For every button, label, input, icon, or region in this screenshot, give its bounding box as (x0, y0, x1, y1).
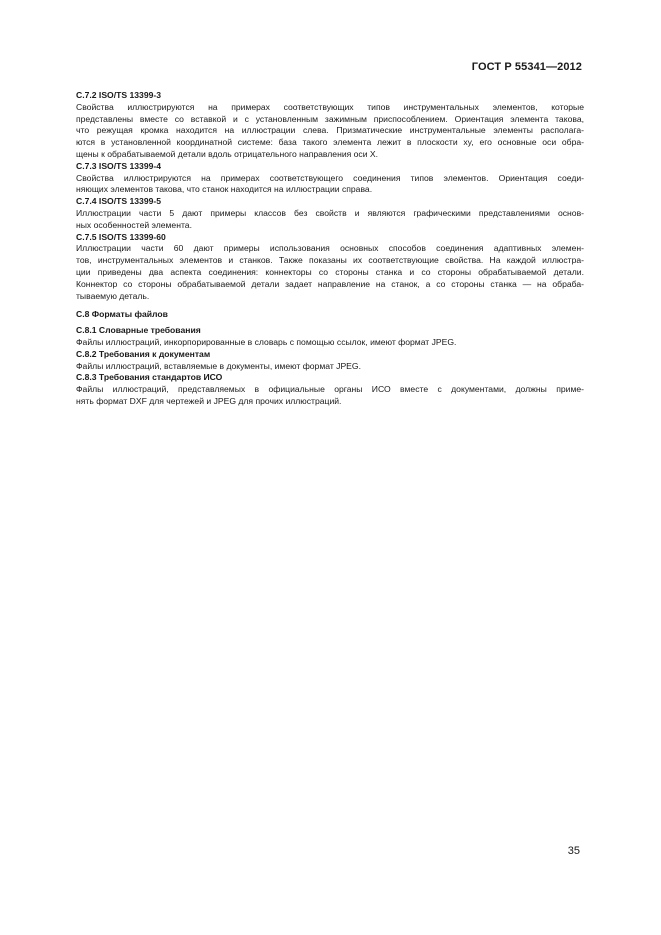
paragraph-line: няющих элементов такова, что станок находится на иллюстрации справа. (76, 184, 373, 195)
section-heading-c8: C.8 Форматы файлов (76, 309, 168, 320)
section-paragraph-c75 (76, 243, 584, 302)
section-heading-c82: C.8.2 Требования к документам (76, 348, 211, 359)
section-heading-c83: C.8.3 Требования стандартов ИСО (76, 372, 223, 383)
paragraph-line: тываемую деталь. (76, 290, 150, 301)
paragraph-line: ции приведены два аспекта соединения: коннекторы со стороны станка и со стороны обрабатываемой детали. (76, 266, 584, 277)
paragraph-line: Файлы иллюстраций, инкорпорированные в словарь с помощью ссылок, имеют формат JPEG. (76, 336, 457, 347)
paragraph-line: Свойства иллюстрируются на примерах соответствующих типов инструментальных элементов, которые (76, 101, 584, 112)
page-number: 35 (567, 845, 580, 857)
section-paragraph-c72 (76, 102, 584, 161)
page-content (76, 90, 584, 408)
section-paragraph-c73 (76, 173, 584, 197)
paragraph-line: ных особенностей элемента. (76, 219, 192, 230)
section-heading-c74: C.7.4 ISO/TS 13399-5 (76, 196, 162, 207)
section-paragraph-c83 (76, 384, 584, 408)
section-heading-c73: C.7.3 ISO/TS 13399-4 (76, 160, 162, 171)
section-paragraph-c74 (76, 208, 584, 232)
section-heading-c75: C.7.5 ISO/TS 13399-60 (76, 231, 166, 242)
paragraph-line: что режущая кромка находится на иллюстрации слева. Призматические инструментальные элементы располага- (76, 125, 584, 136)
spacer (76, 302, 584, 309)
paragraph-line: Иллюстрации части 5 дают примеры классов без свойств и являются графическими представлениями основ- (76, 207, 584, 218)
section-paragraph-c81 (76, 337, 584, 349)
paragraph-line: Файлы иллюстраций, представляемых в официальные органы ИСО вместе с документами, должны приме- (76, 384, 584, 395)
paragraph-line: Иллюстрации части 60 дают примеры использования основных способов соединения адаптивных элемен- (76, 243, 584, 254)
paragraph-line: представлены вместе со вставкой и с установленным зажимным приспособлением. Ориентация элемента такова, (76, 113, 584, 124)
paragraph-line: нять формат DXF для чертежей и JPEG для прочих иллюстраций. (76, 395, 342, 406)
paragraph-line: тов, инструментальных элементов и станков. Также показаны их соответствующие свойства. На каждой иллюстра- (76, 255, 584, 266)
section-heading-c81: C.8.1 Словарные требования (76, 325, 201, 336)
paragraph-line: ются в установленной координатной системе: база такого элемента лежит в плоскости xy, его основные оси обра- (76, 137, 584, 148)
section-paragraph-c82 (76, 361, 584, 373)
paragraph-line: щены к обрабатываемой детали вдоль отрицательного направления оси X. (76, 148, 379, 159)
document-id: ГОСТ Р 55341—2012 (471, 61, 582, 73)
paragraph-line: Файлы иллюстраций, вставляемые в документы, имеют формат JPEG. (76, 360, 361, 371)
paragraph-line: Коннектор со стороны обрабатываемой детали задает направление на станок, а со стороны станка — на обраба- (76, 278, 584, 289)
paragraph-line: Свойства иллюстрируются на примерах соответствующего соединения типов элементов. Ориентация соеди- (76, 172, 584, 183)
section-heading-c72: C.7.2 ISO/TS 13399-3 (76, 90, 162, 100)
